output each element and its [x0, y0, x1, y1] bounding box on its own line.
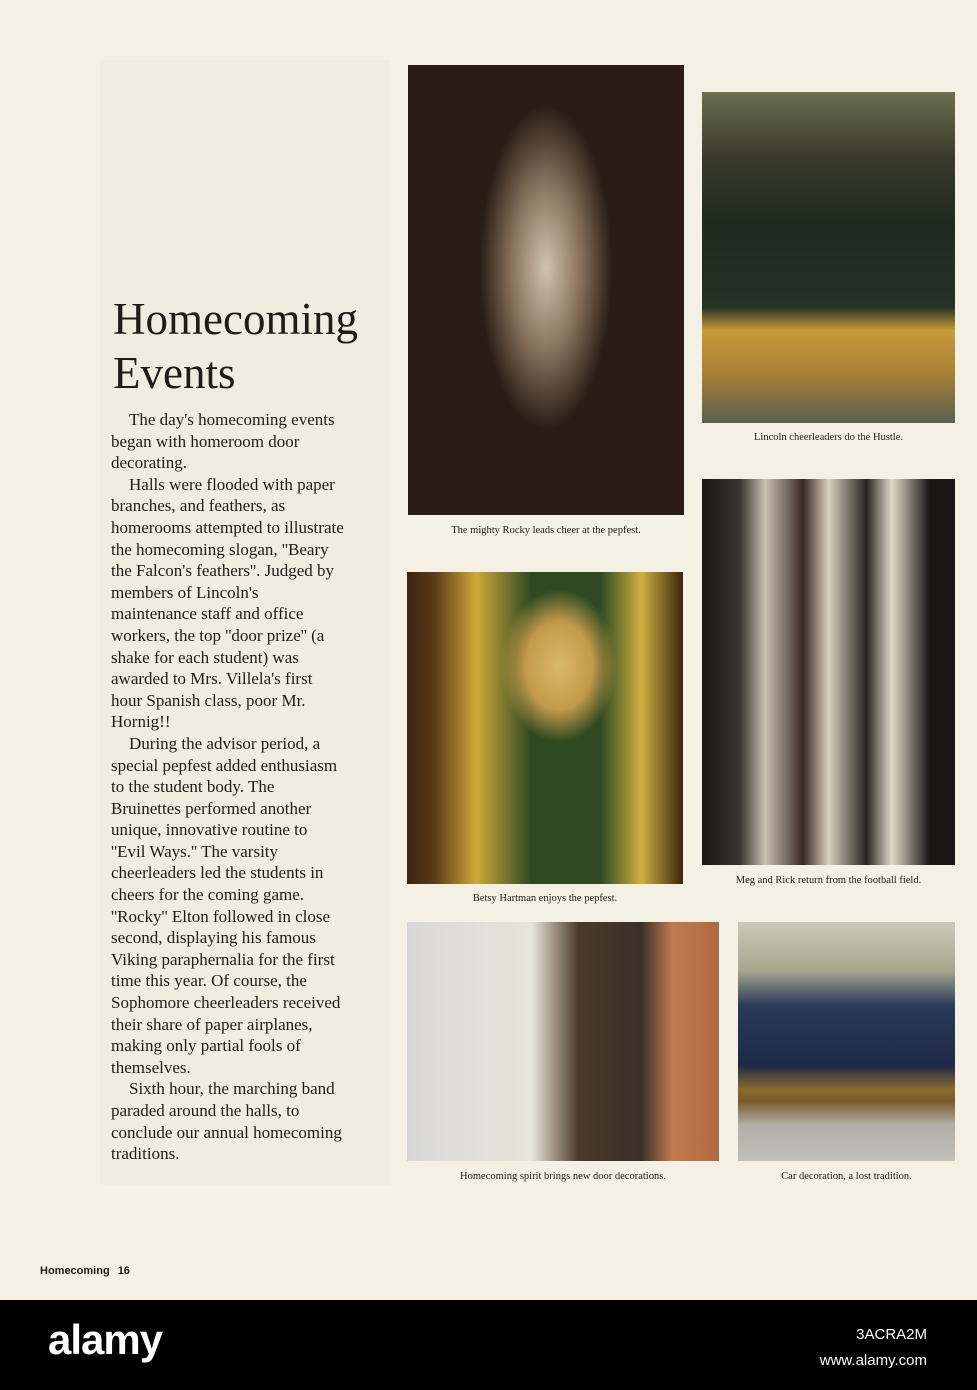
body-text-line: the homecoming slogan, ''Beary — [111, 539, 329, 559]
body-text-line: Sixth hour, the marching band — [129, 1079, 335, 1099]
page-footer — [40, 1265, 130, 1277]
body-text-line: Sophomore cheerleaders received — [111, 993, 341, 1013]
photo-caption: The mighty Rocky leads cheer at the pepfest. — [451, 525, 641, 536]
photo-caption: Homecoming spirit brings new door decorations. — [460, 1171, 666, 1182]
photo-caption: Meg and Rick return from the football field. — [735, 875, 922, 886]
body-text-line: began with homeroom door — [111, 431, 300, 451]
photo-meg-and-rick — [702, 479, 955, 865]
body-text-line: time this year. Of course, the — [111, 971, 307, 991]
body-text-line: ''Evil Ways.'' The varsity — [111, 841, 279, 861]
body-text-line: unique, innovative routine to — [111, 820, 308, 840]
watermark-bar — [0, 1300, 977, 1390]
body-text-line: ''Rocky'' Elton followed in close — [111, 906, 331, 926]
photo-caption: Car decoration, a lost tradition. — [781, 1171, 912, 1182]
body-text-line: cheers for the coming game. — [111, 885, 305, 905]
body-text-line: workers, the top ''door prize'' (a — [111, 625, 325, 645]
body-text-line: awarded to Mrs. Villela's first — [111, 669, 313, 689]
image-id: 3ACRA2M — [856, 1326, 927, 1343]
body-text-line: decorating. — [111, 453, 187, 473]
article-body — [111, 409, 396, 1165]
body-text-line: Halls were flooded with paper — [129, 474, 335, 494]
body-text-line: making only partial fools of — [111, 1036, 301, 1056]
photo-car-decoration — [738, 922, 955, 1161]
watermark-url: www.alamy.com — [819, 1352, 927, 1369]
body-text-line: paraded around the halls, to — [111, 1101, 300, 1120]
body-text-line: the Falcon's feathers''. Judged by — [111, 561, 335, 581]
body-text-line: Hornig!! — [111, 712, 171, 732]
body-text-line: Bruinettes performed another — [111, 798, 312, 818]
photo-caption: Betsy Hartman enjoys the pepfest. — [472, 893, 618, 904]
photo-cheerleaders — [702, 92, 955, 423]
body-text-line: homerooms attempted to illustrate — [111, 517, 344, 537]
photo-door-decorations — [407, 922, 719, 1161]
body-text-line: their share of paper airplanes, — [111, 1014, 313, 1034]
photo-rocky-mascot — [408, 65, 684, 515]
alamy-logo: alamy — [48, 1316, 163, 1363]
body-text-line: conclude our annual homecoming — [111, 1122, 342, 1142]
footer-section: Homecoming — [40, 1265, 110, 1277]
article-title — [113, 292, 358, 400]
body-text-line: shake for each student) was — [111, 647, 299, 667]
body-text-line: themselves. — [111, 1057, 191, 1077]
photo-betsy-hartman — [407, 572, 683, 884]
body-text-line: second, displaying his famous — [111, 928, 316, 948]
body-text-line: The day's homecoming events — [129, 410, 335, 429]
photo-caption: Lincoln cheerleaders do the Hustle. — [754, 432, 903, 443]
body-text-line: branches, and feathers, as — [111, 496, 286, 516]
body-text-line: maintenance staff and office — [111, 604, 304, 624]
body-text-line: Viking paraphernalia for the first — [111, 949, 335, 969]
body-text-line: members of Lincoln's — [111, 582, 259, 602]
body-text-line: traditions. — [111, 1144, 180, 1164]
body-text-line: hour Spanish class, poor Mr. — [111, 690, 306, 710]
title-line: Homecoming — [113, 294, 358, 344]
title-line: Events — [113, 348, 236, 398]
page-number: 16 — [117, 1265, 130, 1277]
body-text-line: cheerleaders led the students in — [111, 863, 324, 883]
body-text-line: to the student body. The — [111, 777, 275, 797]
body-text-line: During the advisor period, a — [129, 733, 321, 753]
body-text-line: special pepfest added enthusiasm — [111, 755, 338, 775]
